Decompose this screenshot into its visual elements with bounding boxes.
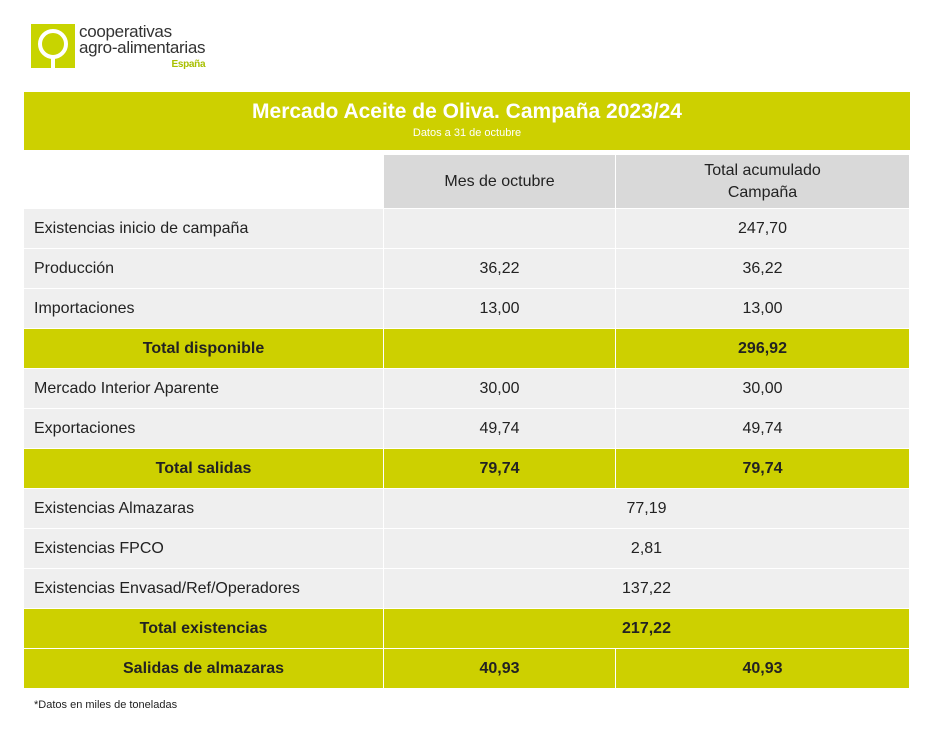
table-row <box>24 289 910 329</box>
logo <box>31 24 205 72</box>
row-label: Total disponible <box>24 329 384 369</box>
page-subtitle: Datos a 31 de octubre <box>412 127 522 139</box>
page-title: Mercado Aceite de Oliva. Campaña 2023/24 <box>252 100 682 123</box>
month-value: 36,22 <box>384 249 616 289</box>
row-label: Importaciones <box>24 289 384 329</box>
row-label: Mercado Interior Aparente <box>24 369 384 409</box>
col-total-line1: Total acumulado <box>704 161 821 179</box>
col-total <box>616 155 910 209</box>
total-row <box>24 609 910 649</box>
col-total-line2: Campaña <box>727 183 798 201</box>
total-value: 296,92 <box>616 329 910 369</box>
row-label: Existencias inicio de campaña <box>24 209 384 249</box>
table-row <box>24 569 910 609</box>
row-label: Existencias FPCO <box>24 529 384 569</box>
month-value <box>384 329 616 369</box>
table-row <box>24 249 910 289</box>
logo-line2: agro-alimentarias <box>79 38 206 57</box>
merged-value: 217,22 <box>384 609 910 649</box>
row-label: Salidas de almazaras <box>24 649 384 689</box>
total-row <box>24 449 910 489</box>
total-value: 30,00 <box>616 369 910 409</box>
title-band <box>24 92 910 150</box>
total-value: 49,74 <box>616 409 910 449</box>
logo-line3: España <box>171 59 206 70</box>
market-table <box>24 155 910 689</box>
row-label: Existencias Almazaras <box>24 489 384 529</box>
month-value <box>384 209 616 249</box>
total-row <box>24 329 910 369</box>
merged-value: 77,19 <box>384 489 910 529</box>
table-row <box>24 409 910 449</box>
total-row <box>24 649 910 689</box>
row-label: Producción <box>24 249 384 289</box>
table-row <box>24 369 910 409</box>
merged-value: 2,81 <box>384 529 910 569</box>
col-month: Mes de octubre <box>384 155 616 209</box>
table-row <box>24 489 910 529</box>
month-value: 79,74 <box>384 449 616 489</box>
footnote: *Datos en miles de toneladas <box>34 699 178 711</box>
total-value: 79,74 <box>616 449 910 489</box>
logo-icon <box>31 24 75 68</box>
row-label: Existencias Envasad/Ref/Operadores <box>24 569 384 609</box>
total-value: 40,93 <box>616 649 910 689</box>
total-value: 13,00 <box>616 289 910 329</box>
month-value: 30,00 <box>384 369 616 409</box>
total-value: 36,22 <box>616 249 910 289</box>
header-row <box>24 155 910 209</box>
total-value: 247,70 <box>616 209 910 249</box>
month-value: 40,93 <box>384 649 616 689</box>
row-label: Total existencias <box>24 609 384 649</box>
row-label: Exportaciones <box>24 409 384 449</box>
merged-value: 137,22 <box>384 569 910 609</box>
month-value: 49,74 <box>384 409 616 449</box>
month-value: 13,00 <box>384 289 616 329</box>
table-row <box>24 529 910 569</box>
logo-line1: cooperativas <box>79 22 172 41</box>
table-row <box>24 209 910 249</box>
row-label: Total salidas <box>24 449 384 489</box>
